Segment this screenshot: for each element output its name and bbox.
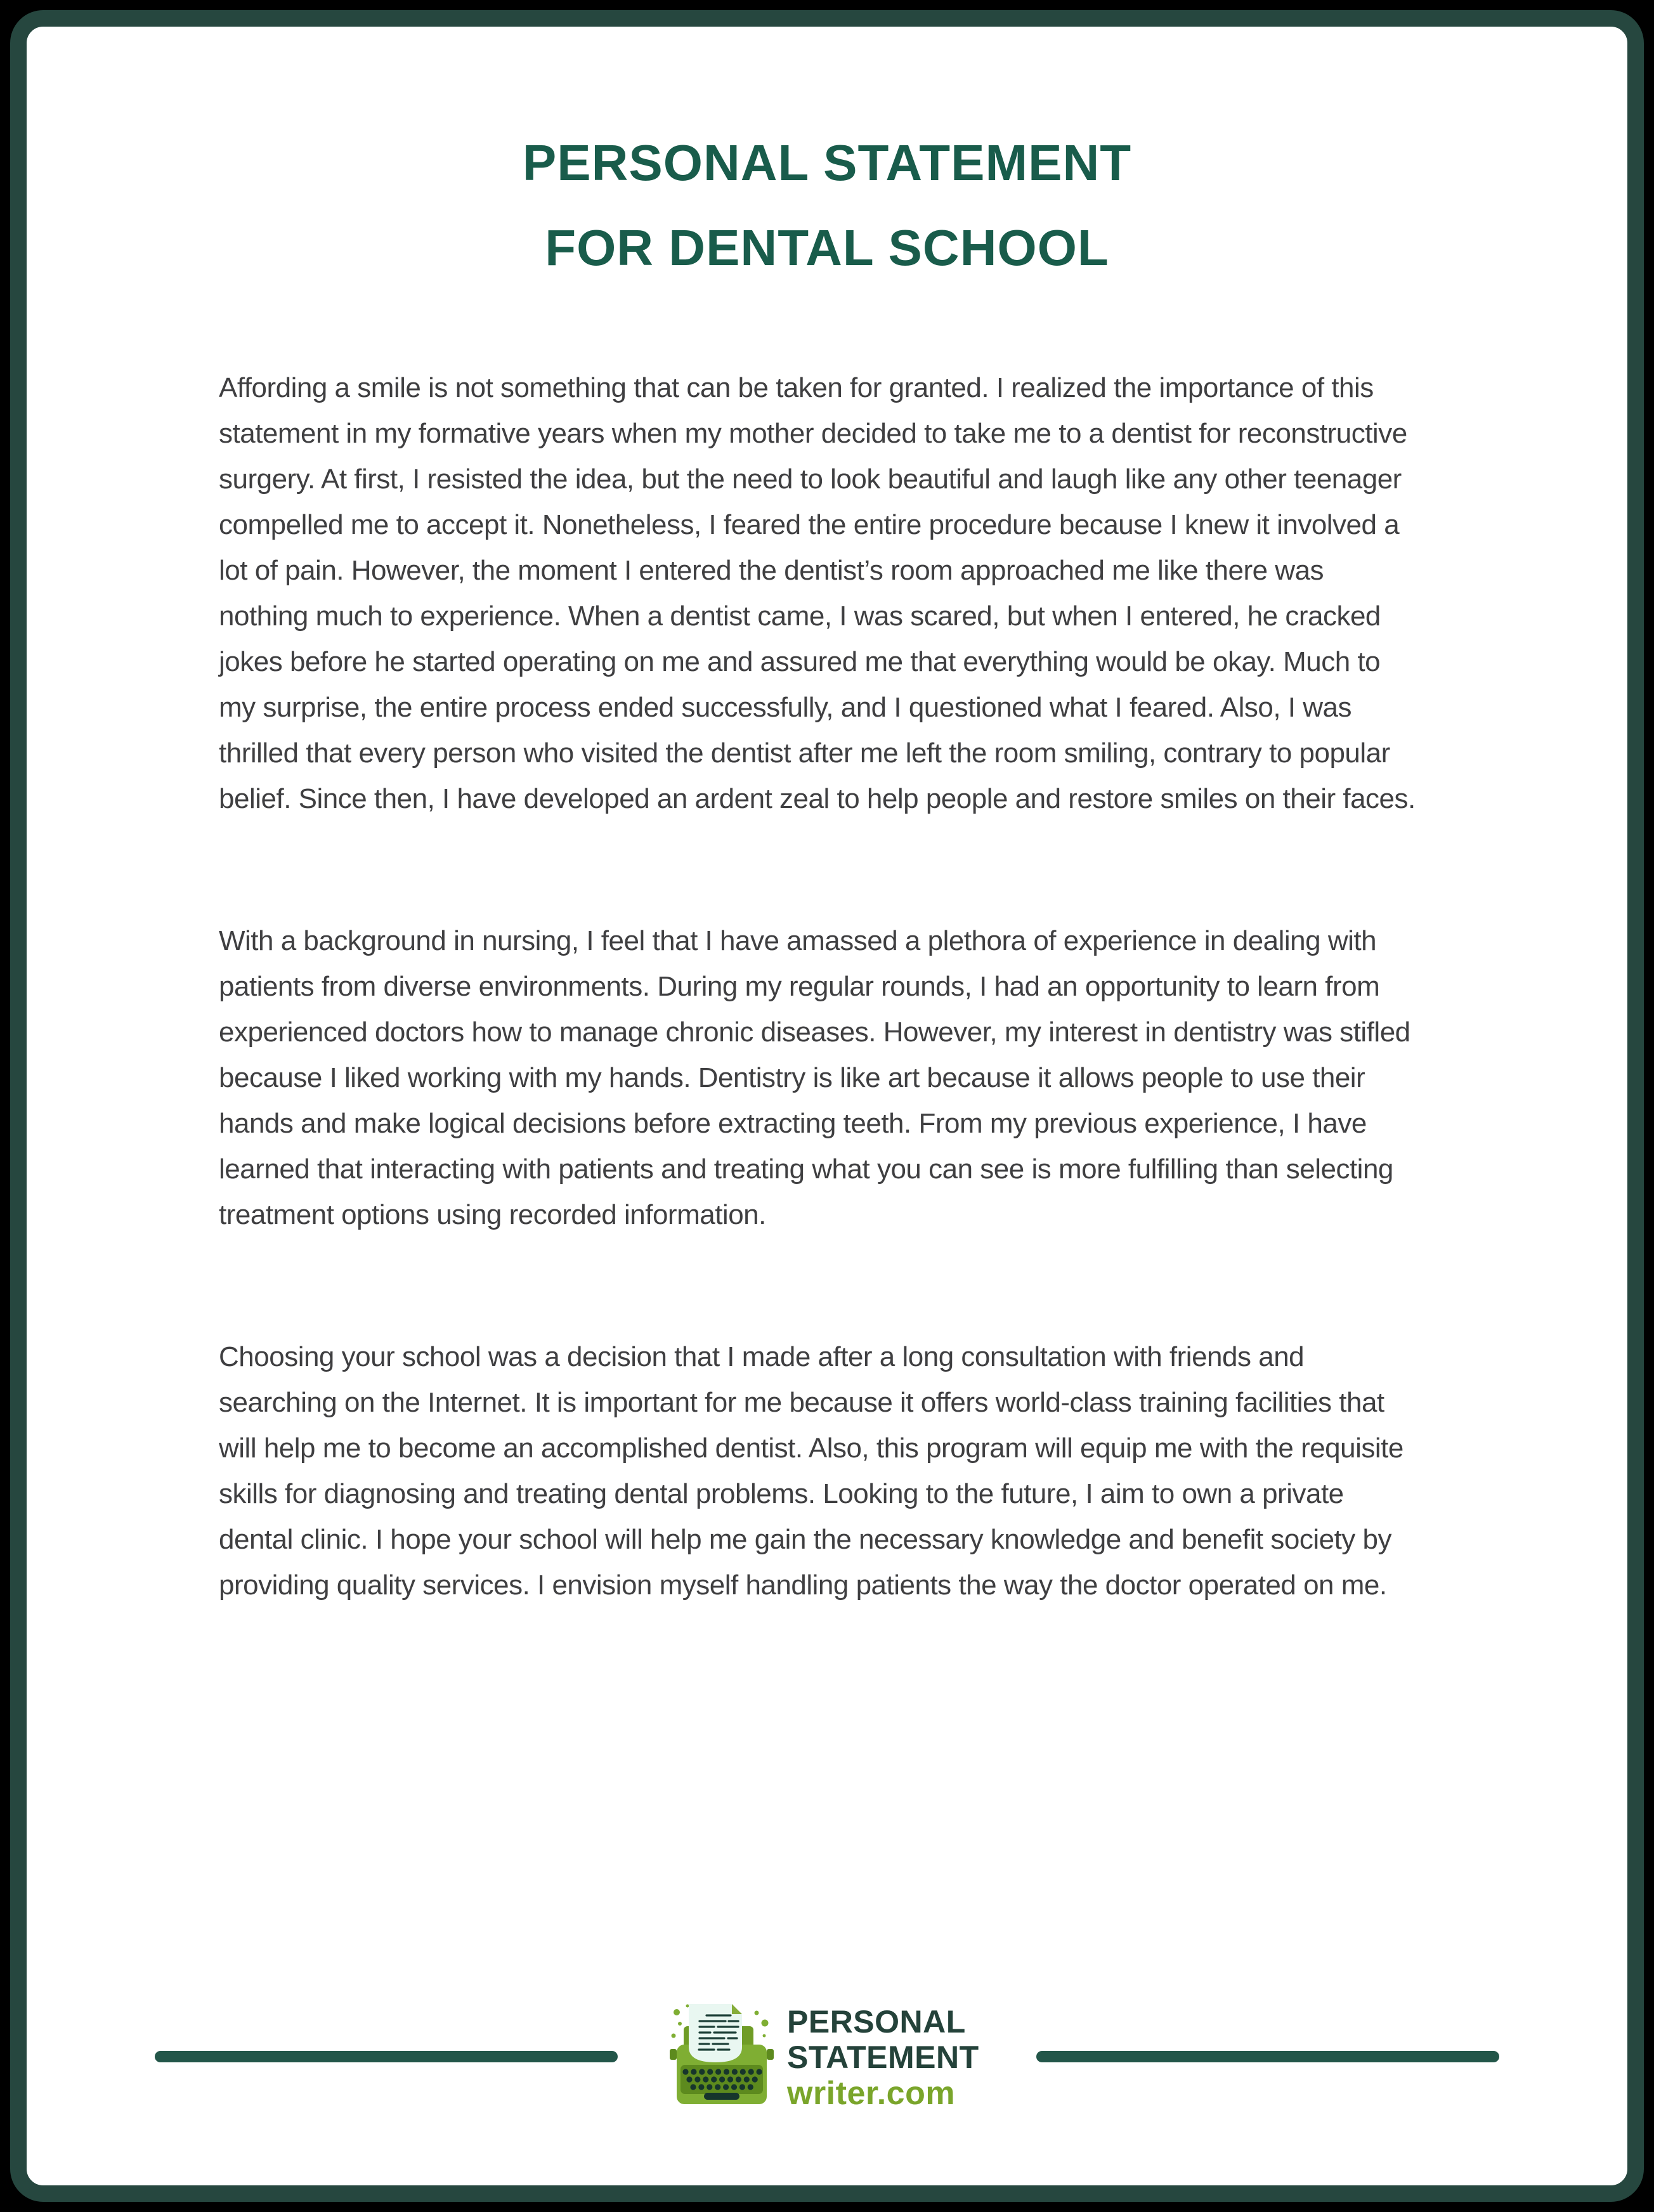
statement-paragraph-2: With a background in nursing, I feel that I have amassed a plethora of experience in dealing with patients from diverse environments. During my regular rounds, I had an opportunity to learn from experienced doctors how to manage chronic diseases. However, my interest in dentistry was stifled because I liked working with my hands. Dentistry is like art because it allows people to use their hands and make logical decisions before extracting teeth. From my previous experience, I have learned that interacting with patients and treating what you can see is more fulfilling than selecting treatment options using recorded information.: [219, 925, 1410, 1230]
statement-paragraph-1: Affording a smile is not something that can be taken for granted. I realized the importance of this statement in my formative years when my mother decided to take me to a dentist for reconstructive surgery. At first, I resisted the idea, but the need to look beautiful and laugh like any other teenager compelled me to accept it. Nonetheless, I feared the entire procedure because I knew it involved a lot of pain. However, the moment I entered the dentist’s room approached me like there was nothing much to experience. When a dentist came, I was scared, but when I entered, he cracked jokes before he started operating on me and assured me that everything would be okay. Much to my surprise, the entire process ended successfully, and I questioned what I feared. Also, I was thrilled that every person who visited the dentist after me left the room smiling, contrary to popular belief. Since then, I have developed an ardent zeal to help people and restore smiles on their faces.: [219, 372, 1416, 814]
page-title-line-2: FOR DENTAL SCHOOL: [545, 219, 1109, 276]
statement-body: [219, 365, 1418, 1608]
page-title-line-1: PERSONAL STATEMENT: [522, 134, 1132, 191]
footer-divider-left: [155, 2051, 618, 2062]
typewriter-icon: [665, 1996, 779, 2117]
brand-word-statement: STATEMENT: [787, 2040, 979, 2075]
brand-word-personal: PERSONAL: [787, 2004, 966, 2040]
page-title: [27, 120, 1627, 290]
statement-paragraph-3: Choosing your school was a decision that I made after a long consultation with friends and searching on the Internet. It is important for me because it offers world-class training facilities that will help me to become an accomplished dentist. Also, this program will equip me with the requisite skills for diagnosing and treating dental problems. Looking to the future, I aim to own a private dental clinic. I hope your school will help me gain the necessary knowledge and benefit society by providing quality services. I envision myself handling patients the way the doctor operated on me.: [219, 1341, 1403, 1601]
brand-domain: writer.com: [787, 2075, 956, 2112]
brand-logo-text: [787, 2004, 979, 2112]
document-page: [10, 10, 1644, 2202]
footer-divider-right: [1036, 2051, 1499, 2062]
